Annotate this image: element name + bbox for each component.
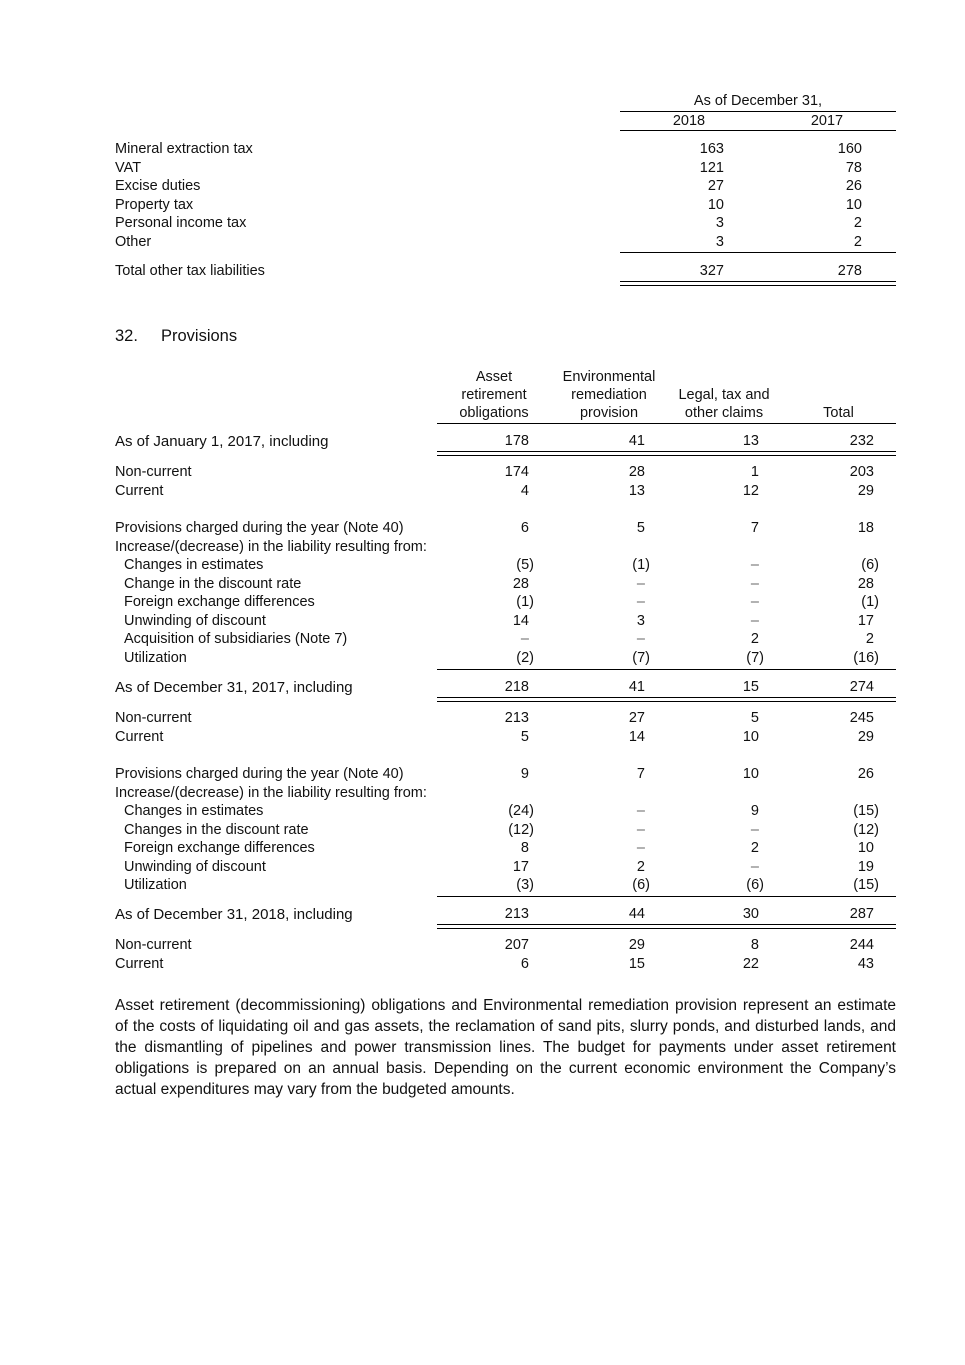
tax-cell: 163 (699, 141, 724, 157)
provisions-cell: 245 (849, 710, 874, 726)
provisions-cell: 8 (750, 937, 759, 953)
provisions-cell: – (636, 840, 645, 856)
tax-cell: 78 (845, 160, 862, 176)
tax-total-2018: 327 (699, 263, 724, 279)
tax-row-label: Property tax (115, 197, 194, 213)
tax-total-2017: 278 (837, 263, 862, 279)
provisions-row-label: Foreign exchange differences (124, 840, 315, 856)
provisions-cell: (3) (516, 877, 534, 893)
provisions-cell: 274 (849, 679, 874, 695)
provisions-cell: 12 (742, 483, 759, 499)
provisions-cell: 3 (636, 613, 645, 629)
tax-row-label: Other (115, 234, 152, 250)
provisions-cell: (6) (632, 877, 650, 893)
provisions-cell: 13 (628, 483, 645, 499)
provisions-row-label: Change in the discount rate (124, 576, 302, 592)
provisions-cell: 41 (628, 433, 645, 449)
provisions-row-label: Non-current (115, 710, 192, 726)
provisions-cell: 4 (520, 483, 529, 499)
provisions-cell: – (750, 859, 759, 875)
provisions-cell: 174 (504, 464, 529, 480)
provisions-cell: 28 (512, 576, 529, 592)
provisions-cell: 244 (849, 937, 874, 953)
provisions-cell: 30 (742, 906, 759, 922)
provisions-row-label: Increase/(decrease) in the liability resulting from: (115, 539, 427, 555)
provisions-cell: – (750, 594, 759, 610)
provisions-row-label: Foreign exchange differences (124, 594, 315, 610)
tax-cell: 3 (715, 234, 724, 250)
provisions-cell: (1) (516, 594, 534, 610)
provisions-cell: 5 (750, 710, 759, 726)
tax-year-2018: 2018 (672, 113, 706, 129)
tax-row-label: Mineral extraction tax (115, 141, 253, 157)
provisions-cell: 15 (742, 679, 759, 695)
provisions-cell: 10 (857, 840, 874, 856)
provisions-cell: 203 (849, 464, 874, 480)
column-header-aro: Asset retirement obligations (459, 369, 529, 421)
double-underline (437, 697, 896, 702)
tax-cell: 3 (715, 215, 724, 231)
provisions-cell: (7) (746, 650, 764, 666)
provisions-cell: 29 (628, 937, 645, 953)
provisions-cell: (5) (516, 557, 534, 573)
provisions-row-label: Provisions charged during the year (Note 40) (115, 766, 404, 782)
provisions-cell: 10 (742, 729, 759, 745)
provisions-cell: 9 (750, 803, 759, 819)
provisions-cell: (1) (632, 557, 650, 573)
tax-cell: 27 (707, 178, 724, 194)
provisions-cell: (15) (853, 803, 879, 819)
provisions-cell: 29 (857, 483, 874, 499)
provisions-row-label: As of January 1, 2017, including (115, 433, 329, 450)
provisions-cell: 178 (504, 433, 529, 449)
provisions-cell: 8 (520, 840, 529, 856)
provisions-row-label: Non-current (115, 937, 192, 953)
double-underline (437, 451, 896, 456)
provisions-cell: 2 (865, 631, 874, 647)
provisions-cell: (12) (853, 822, 879, 838)
divider (437, 896, 896, 897)
tax-row-label: Excise duties (115, 178, 201, 194)
provisions-cell: – (636, 594, 645, 610)
tax-year-2017: 2017 (810, 113, 844, 129)
provisions-cell: 44 (628, 906, 645, 922)
provisions-cell: 17 (857, 613, 874, 629)
provisions-cell: 19 (857, 859, 874, 875)
provisions-row-label: Acquisition of subsidiaries (Note 7) (124, 631, 348, 647)
provisions-cell: – (636, 822, 645, 838)
provisions-row-label: Current (115, 483, 164, 499)
double-underline (437, 924, 896, 929)
provisions-cell: 2 (636, 859, 645, 875)
divider (437, 423, 896, 424)
provisions-cell: 22 (742, 956, 759, 972)
provisions-cell: 6 (520, 520, 529, 536)
provisions-row-label: Changes in the discount rate (124, 822, 309, 838)
section-title: Provisions (161, 327, 238, 345)
tax-cell: 160 (837, 141, 862, 157)
provisions-cell: – (636, 631, 645, 647)
provisions-cell: 17 (512, 859, 529, 875)
provisions-row-label: Utilization (124, 650, 187, 666)
provisions-cell: – (636, 803, 645, 819)
provisions-row-label: Current (115, 956, 164, 972)
tax-cell: 121 (699, 160, 724, 176)
provisions-cell: – (750, 576, 759, 592)
provisions-cell: 207 (504, 937, 529, 953)
provisions-cell: 5 (636, 520, 645, 536)
provisions-cell: 14 (628, 729, 645, 745)
provisions-cell: 27 (628, 710, 645, 726)
provisions-cell: 213 (504, 906, 529, 922)
provisions-cell: 5 (520, 729, 529, 745)
provisions-cell: (24) (508, 803, 534, 819)
provisions-cell: – (750, 822, 759, 838)
divider (437, 669, 896, 670)
column-header-environmental: Environmental remediation provision (562, 369, 656, 421)
provisions-cell: 1 (750, 464, 759, 480)
column-header-total: Total (823, 405, 854, 421)
provisions-cell: (16) (853, 650, 879, 666)
section-number: 32. (115, 327, 138, 345)
provisions-cell: 15 (628, 956, 645, 972)
column-header-legal: Legal, tax and other claims (678, 387, 770, 421)
tax-cell: 10 (707, 197, 724, 213)
provisions-cell: 18 (857, 520, 874, 536)
provisions-cell: 218 (504, 679, 529, 695)
provisions-cell: 28 (857, 576, 874, 592)
provisions-cell: – (750, 613, 759, 629)
provisions-row-label: Increase/(decrease) in the liability resulting from: (115, 785, 427, 801)
provisions-cell: 213 (504, 710, 529, 726)
provisions-cell: 29 (857, 729, 874, 745)
tax-row-label: Personal income tax (115, 215, 247, 231)
provisions-cell: 7 (636, 766, 645, 782)
provisions-row-label: Provisions charged during the year (Note 40) (115, 520, 404, 536)
provisions-cell: 2 (750, 840, 759, 856)
tax-cell: 10 (845, 197, 862, 213)
provisions-cell: (15) (853, 877, 879, 893)
provisions-row-label: As of December 31, 2018, including (115, 906, 353, 923)
provisions-row-label: As of December 31, 2017, including (115, 679, 353, 696)
provisions-cell: (7) (632, 650, 650, 666)
provisions-cell: 28 (628, 464, 645, 480)
provisions-cell: 232 (849, 433, 874, 449)
provisions-cell: (1) (861, 594, 879, 610)
provisions-note-paragraph: Asset retirement (decommissioning) obligations and Environmental remediation provision represent an estimate of the costs of liquidating oil and gas assets, the reclamation of sand pits, slurry ponds, and disturbed lands, and the dismantling of pipelines and power transmission lines. The budget for payments under asset retirement obligations is prepared on an annual basis. Depending on the current economic environment the Company’s actual expenditures may vary from the budgeted amounts. (115, 997, 896, 1098)
provisions-cell: 41 (628, 679, 645, 695)
provisions-cell: 287 (849, 906, 874, 922)
divider (620, 111, 896, 112)
divider (620, 252, 896, 253)
provisions-cell: 2 (750, 631, 759, 647)
tax-cell: 26 (845, 178, 862, 194)
provisions-cell: 10 (742, 766, 759, 782)
provisions-row-label: Current (115, 729, 164, 745)
provisions-cell: 7 (750, 520, 759, 536)
provisions-cell: 9 (520, 766, 529, 782)
tax-total-label: Total other tax liabilities (115, 263, 265, 279)
provisions-row-label: Changes in estimates (124, 803, 264, 819)
tax-table-header: As of December 31, (693, 93, 823, 109)
provisions-cell: 26 (857, 766, 874, 782)
tax-row-label: VAT (115, 160, 142, 176)
provisions-cell: – (636, 576, 645, 592)
provisions-cell: 6 (520, 956, 529, 972)
provisions-cell: (2) (516, 650, 534, 666)
provisions-row-label: Non-current (115, 464, 192, 480)
provisions-row-label: Unwinding of discount (124, 613, 266, 629)
provisions-row-label: Changes in estimates (124, 557, 264, 573)
provisions-cell: (12) (508, 822, 534, 838)
provisions-cell: 13 (742, 433, 759, 449)
double-underline (620, 281, 896, 286)
tax-cell: 2 (853, 234, 862, 250)
provisions-cell: (6) (746, 877, 764, 893)
provisions-cell: 14 (512, 613, 529, 629)
tax-cell: 2 (853, 215, 862, 231)
provisions-cell: (6) (861, 557, 879, 573)
provisions-row-label: Utilization (124, 877, 187, 893)
provisions-row-label: Unwinding of discount (124, 859, 266, 875)
provisions-cell: – (750, 557, 759, 573)
provisions-cell: – (520, 631, 529, 647)
divider (620, 130, 896, 131)
provisions-cell: 43 (857, 956, 874, 972)
